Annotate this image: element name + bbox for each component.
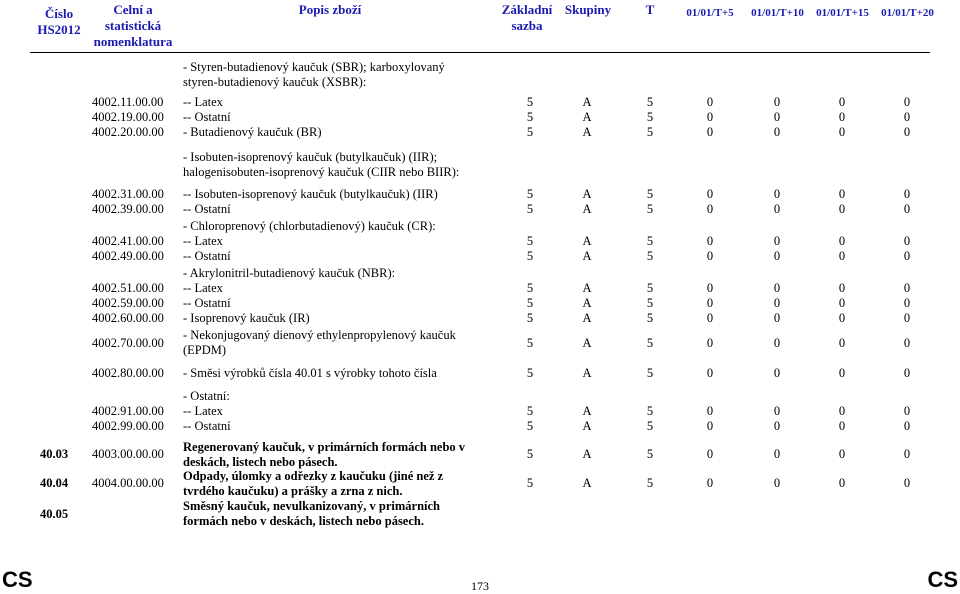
rate-cell: 0: [903, 419, 911, 433]
rate-cell: A: [582, 336, 592, 350]
rate-cell: 0: [838, 311, 846, 325]
rate-cell: 0: [838, 125, 846, 139]
header-nomenclature: [88, 2, 178, 50]
rate-cell: 0: [706, 447, 714, 461]
rate-cell: 5: [526, 476, 534, 490]
rate-cell: A: [582, 447, 592, 461]
rate-cell: 0: [903, 476, 911, 490]
rate-cell: 0: [838, 249, 846, 263]
header-t15-label: 01/01/T+15: [816, 7, 869, 19]
rate-cell: 5: [646, 110, 654, 124]
rate-cell: 0: [773, 366, 781, 380]
rate-cell: 0: [773, 447, 781, 461]
rate-cell: A: [582, 234, 592, 248]
description: Směsný kaučuk, nevulkanizovaný, v primárních formách nebo v deskách, listech nebo pásech.: [183, 499, 440, 528]
rate-cell: 0: [838, 110, 846, 124]
rate-cell: 0: [706, 125, 714, 139]
rate-cell: 0: [706, 404, 714, 418]
rate-cell: 5: [526, 447, 534, 461]
rate-cell: 0: [838, 234, 846, 248]
footer-left-mark: CS: [2, 567, 33, 592]
header-t20: [875, 5, 940, 21]
rate-cell: 0: [773, 125, 781, 139]
rate-cell: 5: [646, 366, 654, 380]
rate-cell: 0: [838, 476, 846, 490]
hs-code: 40.05: [40, 507, 69, 521]
rate-cell: 0: [773, 234, 781, 248]
table-header: [0, 0, 960, 52]
description: - Ostatní:: [183, 389, 230, 403]
description: Regenerovaný kaučuk, v primárních formách nebo v deskách, listech nebo pásech.: [183, 440, 466, 469]
header-base-rate: [492, 2, 562, 34]
nomenclature-code: 4002.80.00.00: [92, 366, 164, 380]
rate-cell: 5: [526, 296, 534, 310]
rate-cell: 0: [706, 202, 714, 216]
rate-cell: 0: [903, 110, 911, 124]
nomenclature-code: 4002.49.00.00: [92, 249, 164, 263]
rate-cell: 0: [773, 110, 781, 124]
rate-cell: 5: [526, 110, 534, 124]
rate-cell: 0: [773, 187, 781, 201]
header-hs: [32, 6, 86, 38]
rate-cell: 0: [706, 366, 714, 380]
header-groups: [555, 2, 621, 18]
rate-cell: A: [582, 202, 592, 216]
rate-cell: 5: [646, 311, 654, 325]
rate-cell: 5: [526, 187, 534, 201]
rate-cell: 0: [706, 281, 714, 295]
description: -- Ostatní: [183, 202, 231, 216]
header-t15: [810, 5, 875, 21]
nomenclature-code: 4002.51.00.00: [92, 281, 164, 295]
description: -- Latex: [183, 281, 223, 295]
footer-right-mark: CS: [927, 567, 958, 592]
nomenclature-code: 4002.99.00.00: [92, 419, 164, 433]
rate-cell: A: [582, 476, 592, 490]
rate-cell: A: [582, 110, 592, 124]
nomenclature-code: 4002.19.00.00: [92, 110, 164, 124]
nomenclature-code: 4004.00.00.00: [92, 476, 164, 490]
rate-cell: 5: [646, 234, 654, 248]
rate-cell: 5: [646, 249, 654, 263]
rate-cell: 0: [773, 311, 781, 325]
rate-cell: 0: [903, 281, 911, 295]
rate-cell: A: [582, 419, 592, 433]
rate-cell: 0: [773, 296, 781, 310]
nomenclature-code: 4002.41.00.00: [92, 234, 164, 248]
description: Odpady, úlomky a odřezky z kaučuku (jiné než z tvrdého kaučuku) a prášky a zrna z nich.: [183, 469, 444, 498]
nomenclature-code: 4003.00.00.00: [92, 447, 164, 461]
description: - Směsi výrobků čísla 40.01 s výrobky tohoto čísla: [183, 366, 437, 380]
description: -- Ostatní: [183, 249, 231, 263]
header-base-rate-label: Základní sazba: [501, 2, 553, 33]
description: - Chloroprenový (chlorbutadienový) kaučuk (CR):: [183, 219, 436, 233]
rate-cell: 0: [773, 336, 781, 350]
rate-cell: 0: [838, 336, 846, 350]
header-t10: [745, 5, 810, 21]
rate-cell: 5: [526, 336, 534, 350]
header-t: [635, 2, 665, 18]
description: -- Latex: [183, 404, 223, 418]
rate-cell: 0: [838, 281, 846, 295]
rate-cell: 0: [903, 187, 911, 201]
rate-cell: 0: [706, 311, 714, 325]
rate-cell: 0: [773, 404, 781, 418]
rate-cell: 5: [646, 404, 654, 418]
rate-cell: 0: [903, 296, 911, 310]
page-number: 173: [471, 579, 489, 593]
rate-cell: 0: [903, 404, 911, 418]
rate-cell: 0: [706, 476, 714, 490]
rate-cell: A: [582, 249, 592, 263]
header-description: [230, 2, 430, 18]
nomenclature-code: 4002.70.00.00: [92, 336, 164, 350]
description: - Styren-butadienový kaučuk (SBR); karboxylovaný styren-butadienový kaučuk (XSBR):: [183, 60, 445, 89]
rate-cell: 0: [706, 249, 714, 263]
rate-cell: A: [582, 125, 592, 139]
description: -- Isobuten-isoprenový kaučuk (butylkaučuk) (IIR): [183, 187, 438, 201]
description: -- Ostatní: [183, 296, 231, 310]
rate-cell: 5: [526, 419, 534, 433]
rate-cell: 0: [838, 419, 846, 433]
rate-cell: A: [582, 366, 592, 380]
rate-cell: A: [582, 281, 592, 295]
rate-cell: 0: [903, 366, 911, 380]
rate-cell: 0: [838, 187, 846, 201]
rate-cell: A: [582, 404, 592, 418]
rate-cell: 5: [526, 249, 534, 263]
header-t5-label: 01/01/T+5: [686, 7, 734, 19]
header-nomenclature-label: Celní a statistická nomenklatura: [93, 2, 173, 49]
description: - Butadienový kaučuk (BR): [183, 125, 322, 139]
rate-cell: A: [582, 296, 592, 310]
hs-code: 40.03: [40, 447, 69, 461]
header-t20-label: 01/01/T+20: [881, 7, 934, 19]
rate-cell: 0: [706, 234, 714, 248]
description: -- Ostatní: [183, 110, 231, 124]
description: -- Ostatní: [183, 419, 231, 433]
rate-cell: 0: [838, 447, 846, 461]
nomenclature-code: 4002.39.00.00: [92, 202, 164, 216]
header-t-label: T: [645, 2, 655, 17]
description: - Akrylonitril-butadienový kaučuk (NBR):: [183, 266, 396, 280]
rate-cell: 5: [646, 95, 654, 109]
rate-cell: 0: [773, 202, 781, 216]
rate-cell: 0: [838, 366, 846, 380]
header-t10-label: 01/01/T+10: [751, 7, 804, 19]
rate-cell: 5: [526, 202, 534, 216]
rate-cell: 5: [526, 404, 534, 418]
rate-cell: 0: [903, 311, 911, 325]
rate-cell: 0: [773, 249, 781, 263]
rate-cell: 0: [706, 95, 714, 109]
rate-cell: 5: [526, 311, 534, 325]
rate-cell: 0: [706, 110, 714, 124]
rate-cell: A: [582, 187, 592, 201]
rate-cell: 0: [773, 419, 781, 433]
rate-cell: 5: [526, 281, 534, 295]
rate-cell: 0: [838, 296, 846, 310]
header-description-label: Popis zboží: [298, 2, 362, 17]
rate-cell: 5: [646, 187, 654, 201]
rate-cell: 5: [526, 234, 534, 248]
rate-cell: 0: [903, 125, 911, 139]
rate-cell: 0: [903, 249, 911, 263]
rate-cell: 0: [903, 95, 911, 109]
rate-cell: 0: [773, 281, 781, 295]
nomenclature-code: 4002.91.00.00: [92, 404, 164, 418]
nomenclature-code: 4002.20.00.00: [92, 125, 164, 139]
header-groups-label: Skupiny: [564, 2, 612, 17]
nomenclature-code: 4002.59.00.00: [92, 296, 164, 310]
hs-code: 40.04: [40, 476, 69, 490]
description: -- Latex: [183, 234, 223, 248]
rate-cell: 0: [903, 447, 911, 461]
rate-cell: 0: [903, 202, 911, 216]
rate-cell: 5: [646, 447, 654, 461]
description: - Isobuten-isoprenový kaučuk (butylkaučuk) (IIR); halogenisobuten-isoprenový kaučuk (CIIR nebo BIIR):: [183, 150, 460, 179]
rate-cell: 0: [903, 234, 911, 248]
rate-cell: 0: [706, 296, 714, 310]
rate-cell: 5: [646, 476, 654, 490]
rate-cell: 5: [646, 125, 654, 139]
nomenclature-code: 4002.31.00.00: [92, 187, 164, 201]
rate-cell: 5: [646, 336, 654, 350]
rate-cell: 5: [526, 95, 534, 109]
nomenclature-code: 4002.11.00.00: [92, 95, 164, 109]
rate-cell: 0: [706, 336, 714, 350]
description: - Isoprenový kaučuk (IR): [183, 311, 310, 325]
description: - Nekonjugovaný dienový ethylenpropylenový kaučuk (EPDM): [183, 328, 456, 357]
rate-cell: 0: [838, 95, 846, 109]
rate-cell: 5: [526, 366, 534, 380]
rate-cell: 0: [838, 404, 846, 418]
header-hs-label: Číslo HS2012: [37, 6, 81, 37]
rate-cell: 5: [526, 125, 534, 139]
rate-cell: 0: [706, 419, 714, 433]
rate-cell: 5: [646, 296, 654, 310]
rate-cell: A: [582, 95, 592, 109]
nomenclature-code: 4002.60.00.00: [92, 311, 164, 325]
rate-cell: 0: [706, 187, 714, 201]
header-divider: [30, 52, 930, 53]
rate-cell: 5: [646, 202, 654, 216]
rate-cell: A: [582, 311, 592, 325]
rate-cell: 5: [646, 281, 654, 295]
rate-cell: 5: [646, 419, 654, 433]
description: -- Latex: [183, 95, 223, 109]
rate-cell: 0: [903, 336, 911, 350]
rate-cell: 0: [773, 476, 781, 490]
header-t5: [680, 5, 740, 21]
rate-cell: 0: [773, 95, 781, 109]
rate-cell: 0: [838, 202, 846, 216]
